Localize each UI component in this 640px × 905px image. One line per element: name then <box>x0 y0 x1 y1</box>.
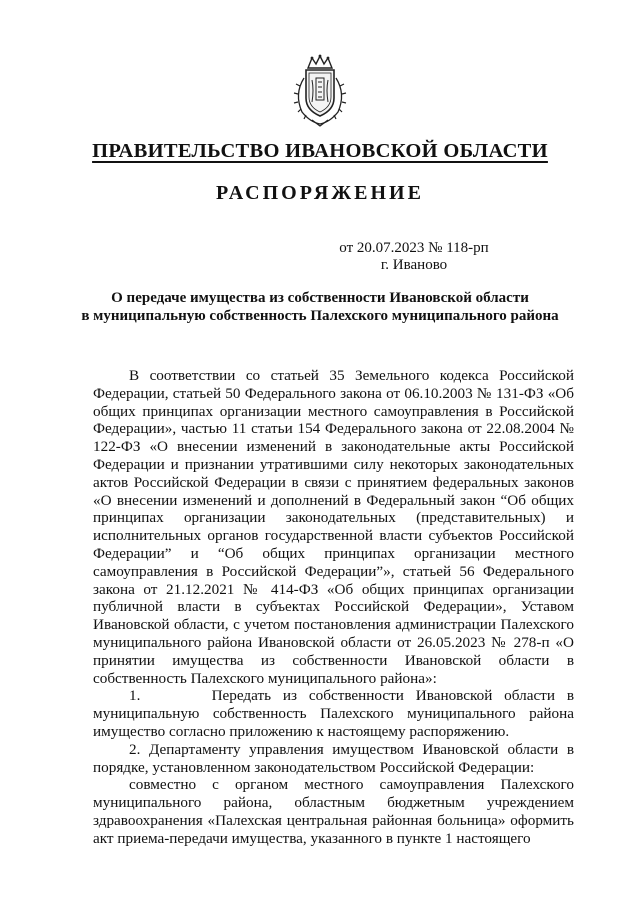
subject-line-2: в муниципальную собственность Палехского муниципального района <box>81 308 559 324</box>
item-1-paragraph: 1. Передать из собственности Ивановской области в муниципальную собственность Палехского муниципального района имущество согласно приложению к настоящему распоряжению. <box>93 687 574 740</box>
document-city: г. Иваново <box>380 257 448 273</box>
document-subject <box>60 289 580 325</box>
document-date-number: от 20.07.2023 № 118-рп <box>339 240 489 256</box>
document-body <box>93 367 574 848</box>
organization-title: ПРАВИТЕЛЬСТВО ИВАНОВСКОЙ ОБЛАСТИ <box>92 140 548 162</box>
item-2-subparagraph: совместно с органом местного самоуправления Палехского муниципального района, областным бюджетным учреждением здравоохранения «Палехская центральная районная больница» оформить акт приема-передачи имущества, указанного в пункте 1 настоящего <box>93 776 574 847</box>
preamble-paragraph: В соответствии со статьей 35 Земельного кодекса Российской Федерации, статьей 50 Федерального закона от 06.10.2003 № 131-ФЗ «Об общих принципах организации местного самоуправления в Российской Федерации», частью 11 статьи 154 Федерального закона от 22.08.2004 № 122-ФЗ «О внесении изменений в законодательные акты Российской Федерации и признании утратившими силу некоторых законодательных актов Российской Федерации в связи с принятием федеральных законов «О внесении изменений и дополнений в Федеральный закон “Об общих принципах организации законодательных (представительных) и исполнительных органов государственной власти субъектов Российской Федерации” и “Об общих принципах организации местного самоуправления в Российской Федерации”», статьей 56 Федерального закона от 21.12.2021 № 414-ФЗ «Об общих принципах организации публичной власти в субъектах Российской Федерации», Уставом Ивановской области, с учетом постановления администрации Палехского муниципального района Ивановской области от 26.05.2023 № 278-п «О принятии имущества из собственности Ивановской области в собственность Палехского муниципального района»: <box>93 367 574 687</box>
subject-line-1: О передаче имущества из собственности Ивановской области <box>111 290 529 306</box>
document-type: РАСПОРЯЖЕНИЕ <box>216 182 424 204</box>
item-2-paragraph: 2. Департаменту управления имуществом Ивановской области в порядке, установленном законодательством Российской Федерации: <box>93 740 574 776</box>
coat-of-arms-icon <box>290 54 350 128</box>
